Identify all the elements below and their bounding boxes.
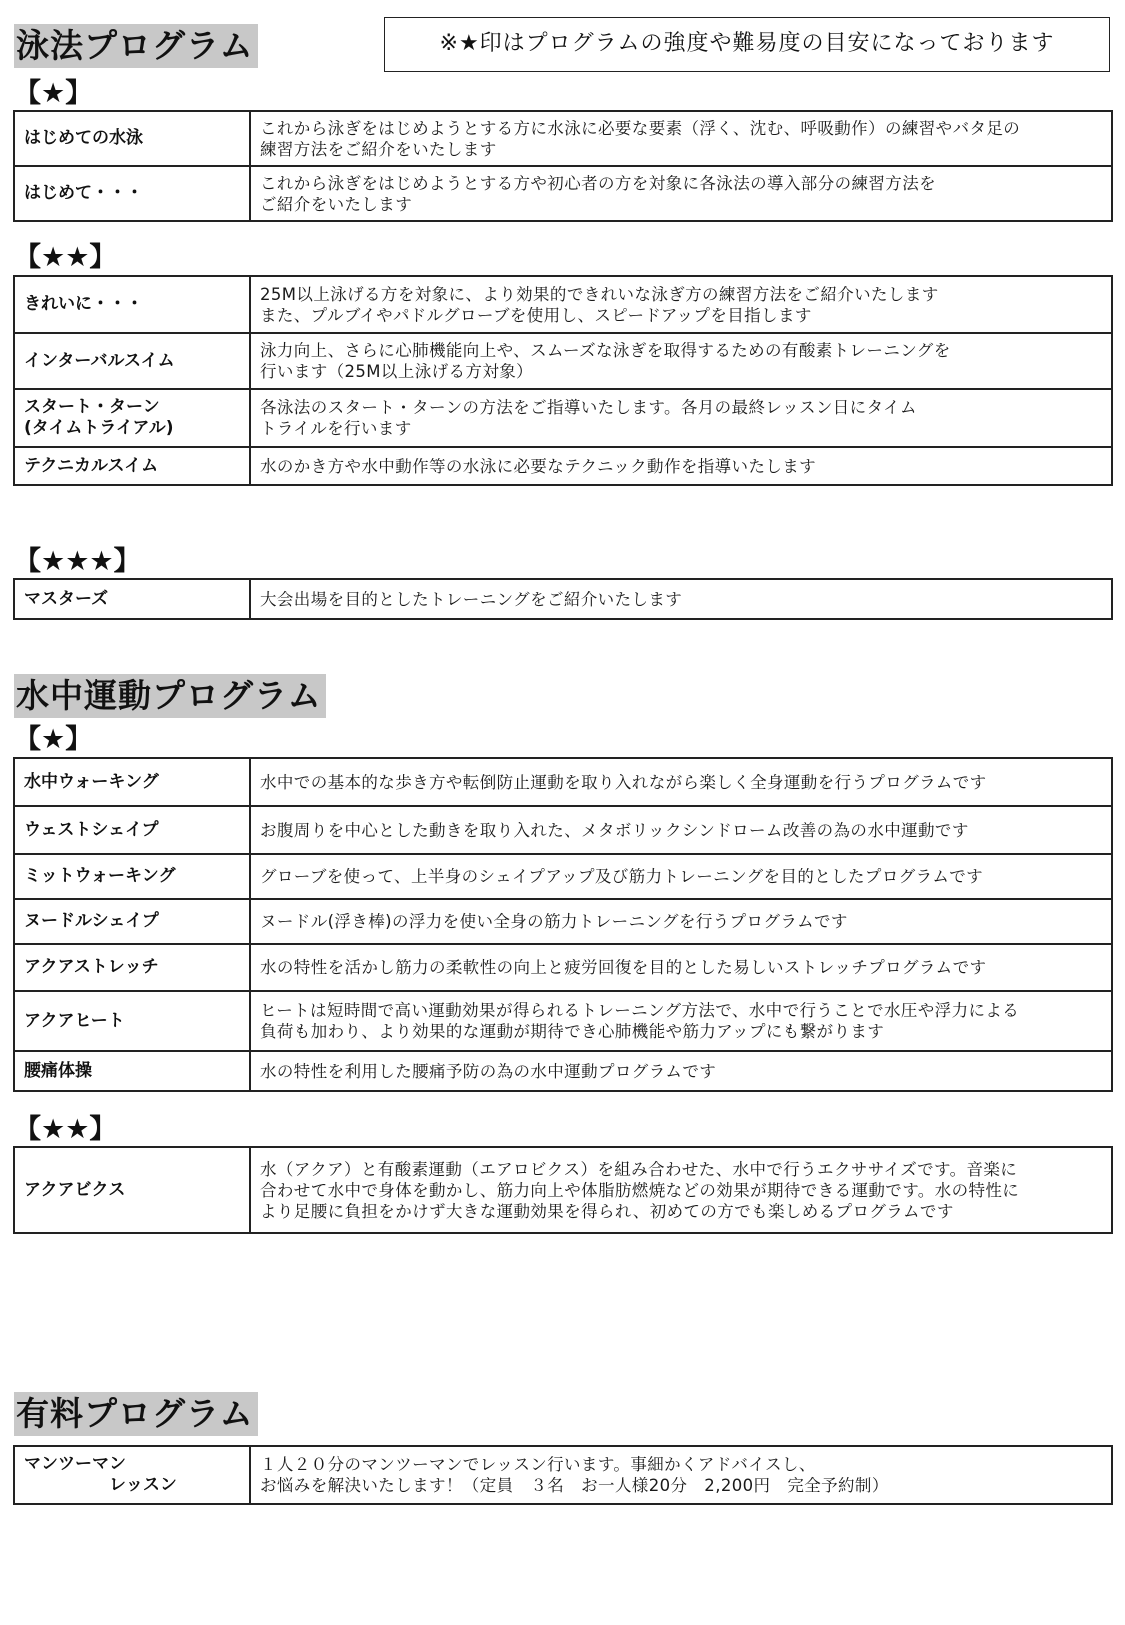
table-row <box>14 1147 1112 1233</box>
level-heading-1star: 【★】 <box>14 78 93 109</box>
program-name: ミットウォーキング <box>14 854 250 899</box>
program-name: スタート・ターン (タイムトライアル) <box>14 389 250 447</box>
program-description: お腹周りを中心とした動きを取り入れた、メタボリックシンドローム改善の為の水中運動です <box>250 806 1112 854</box>
table-row <box>14 447 1112 485</box>
paid-program-table <box>13 1445 1113 1505</box>
table-row <box>14 389 1112 447</box>
table-row <box>14 276 1112 333</box>
table-row <box>14 333 1112 389</box>
level-heading-2star: 【★★】 <box>14 1114 117 1145</box>
table-row <box>14 758 1112 806</box>
table-row <box>14 1446 1112 1504</box>
program-description: これから泳ぎをはじめようとする方に水泳に必要な要素（浮く、沈む、呼吸動作）の練習やバタ足の 練習方法をご紹介をいたします <box>250 111 1112 166</box>
table-row <box>14 111 1112 166</box>
program-description: １人２０分のマンツーマンでレッスン行います。事細かくアドバイスし、 お悩みを解決いたします！（定員 ３名 お一人様20分 2,200円 完全予約制） <box>250 1446 1112 1504</box>
program-name: インターバルスイム <box>14 333 250 389</box>
program-name: きれいに・・・ <box>14 276 250 333</box>
aqua-level1-table <box>13 757 1113 1092</box>
program-name: 水中ウォーキング <box>14 758 250 806</box>
program-name: アクアヒート <box>14 991 250 1051</box>
program-description: 水のかき方や水中動作等の水泳に必要なテクニック動作を指導いたします <box>250 447 1112 485</box>
swim-level1-table <box>13 110 1113 222</box>
program-description: グローブを使って、上半身のシェイプアップ及び筋力トレーニングを目的としたプログラムです <box>250 854 1112 899</box>
aqua-level2-table <box>13 1146 1113 1234</box>
program-description: 水（アクア）と有酸素運動（エアロビクス）を組み合わせた、水中で行うエクササイズです。音楽に 合わせて水中で身体を動かし、筋力向上や体脂肪燃焼などの効果が期待できる運動です。水の特性に より足腰に負担をかけず大きな運動効果を得られ、初めての方でも楽しめるプログラムです <box>250 1147 1112 1233</box>
program-name: マンツーマン レッスン <box>14 1446 250 1504</box>
program-description: 水の特性を活かし筋力の柔軟性の向上と疲労回復を目的とした易しいストレッチプログラムです <box>250 944 1112 991</box>
rating-note-box: ※★印はプログラムの強度や難易度の目安になっております <box>384 17 1110 72</box>
program-description: 泳力向上、さらに心肺機能向上や、スムーズな泳ぎを取得するための有酸素トレーニングを 行います（25M以上泳げる方対象） <box>250 333 1112 389</box>
swim-level2-table <box>13 275 1113 486</box>
program-description: ヒートは短時間で高い運動効果が得られるトレーニング方法で、水中で行うことで水圧や浮力による 負荷も加わり、より効果的な運動が期待でき心肺機能や筋力アップにも繋がります <box>250 991 1112 1051</box>
table-row <box>14 1051 1112 1091</box>
level-heading-3star: 【★★★】 <box>14 546 141 577</box>
section-title-aqua: 水中運動プログラム <box>14 674 326 718</box>
table-row <box>14 899 1112 944</box>
program-description: これから泳ぎをはじめようとする方や初心者の方を対象に各泳法の導入部分の練習方法を ご紹介をいたします <box>250 166 1112 221</box>
program-name: ウェストシェイプ <box>14 806 250 854</box>
program-description: ヌードル(浮き棒)の浮力を使い全身の筋力トレーニングを行うプログラムです <box>250 899 1112 944</box>
program-description: 水中での基本的な歩き方や転倒防止運動を取り入れながら楽しく全身運動を行うプログラムです <box>250 758 1112 806</box>
table-row <box>14 166 1112 221</box>
program-name: ヌードルシェイプ <box>14 899 250 944</box>
level-heading-1star: 【★】 <box>14 724 93 755</box>
section-title-paid: 有料プログラム <box>14 1392 258 1436</box>
program-description: 各泳法のスタート・ターンの方法をご指導いたします。各月の最終レッスン日にタイム トライルを行います <box>250 389 1112 447</box>
table-row <box>14 854 1112 899</box>
program-description: 大会出場を目的としたトレーニングをご紹介いたします <box>250 579 1112 619</box>
swim-level3-table <box>13 578 1113 620</box>
program-name: テクニカルスイム <box>14 447 250 485</box>
program-name: アクアビクス <box>14 1147 250 1233</box>
program-name: はじめての水泳 <box>14 111 250 166</box>
section-title-swimming: 泳法プログラム <box>14 24 258 68</box>
program-name: マスターズ <box>14 579 250 619</box>
program-name: 腰痛体操 <box>14 1051 250 1091</box>
level-heading-2star: 【★★】 <box>14 242 117 273</box>
table-row <box>14 806 1112 854</box>
program-name: はじめて・・・ <box>14 166 250 221</box>
table-row <box>14 579 1112 619</box>
program-name: アクアストレッチ <box>14 944 250 991</box>
table-row <box>14 944 1112 991</box>
program-description: 25M以上泳げる方を対象に、より効果的できれいな泳ぎ方の練習方法をご紹介いたします また、プルブイやパドルグローブを使用し、スピードアップを目指します <box>250 276 1112 333</box>
program-description: 水の特性を利用した腰痛予防の為の水中運動プログラムです <box>250 1051 1112 1091</box>
table-row <box>14 991 1112 1051</box>
